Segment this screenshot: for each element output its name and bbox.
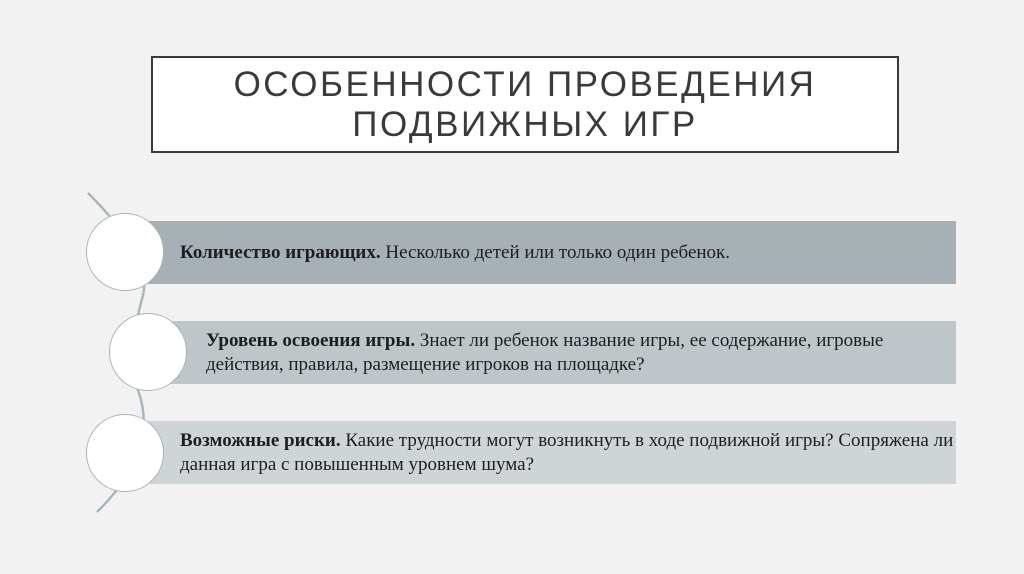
list-item-heading: Возможные риски. [180, 429, 341, 451]
list-item [150, 321, 956, 384]
list-item-heading: Количество играющих. [180, 241, 381, 263]
list-item-description: Какие трудности могут возникнуть в ходе подвижной игры? Сопряжена ли данная игра с повышенным уровнем шума? [180, 429, 954, 475]
bullet-circle [109, 313, 187, 391]
list-item-heading: Уровень освоения игры. [206, 329, 416, 351]
list-item [120, 221, 956, 284]
slide-title-line-2: ПОДВИЖНЫХ ИГР [352, 104, 698, 144]
list-item-description: Несколько детей или только один ребенок. [380, 241, 731, 263]
list-item-text [180, 241, 730, 265]
list-item-text [180, 429, 956, 477]
list-item [120, 421, 956, 484]
list-item-text [206, 329, 956, 377]
bullet-circle [86, 213, 164, 291]
slide-title-line-1: ОСОБЕННОСТИ ПРОВЕДЕНИЯ [233, 64, 817, 104]
bullet-circle [86, 414, 164, 492]
list-item-description: Знает ли ребенок название игры, ее содержание, игровые действия, правила, размещение игроков на площадке? [206, 329, 884, 375]
